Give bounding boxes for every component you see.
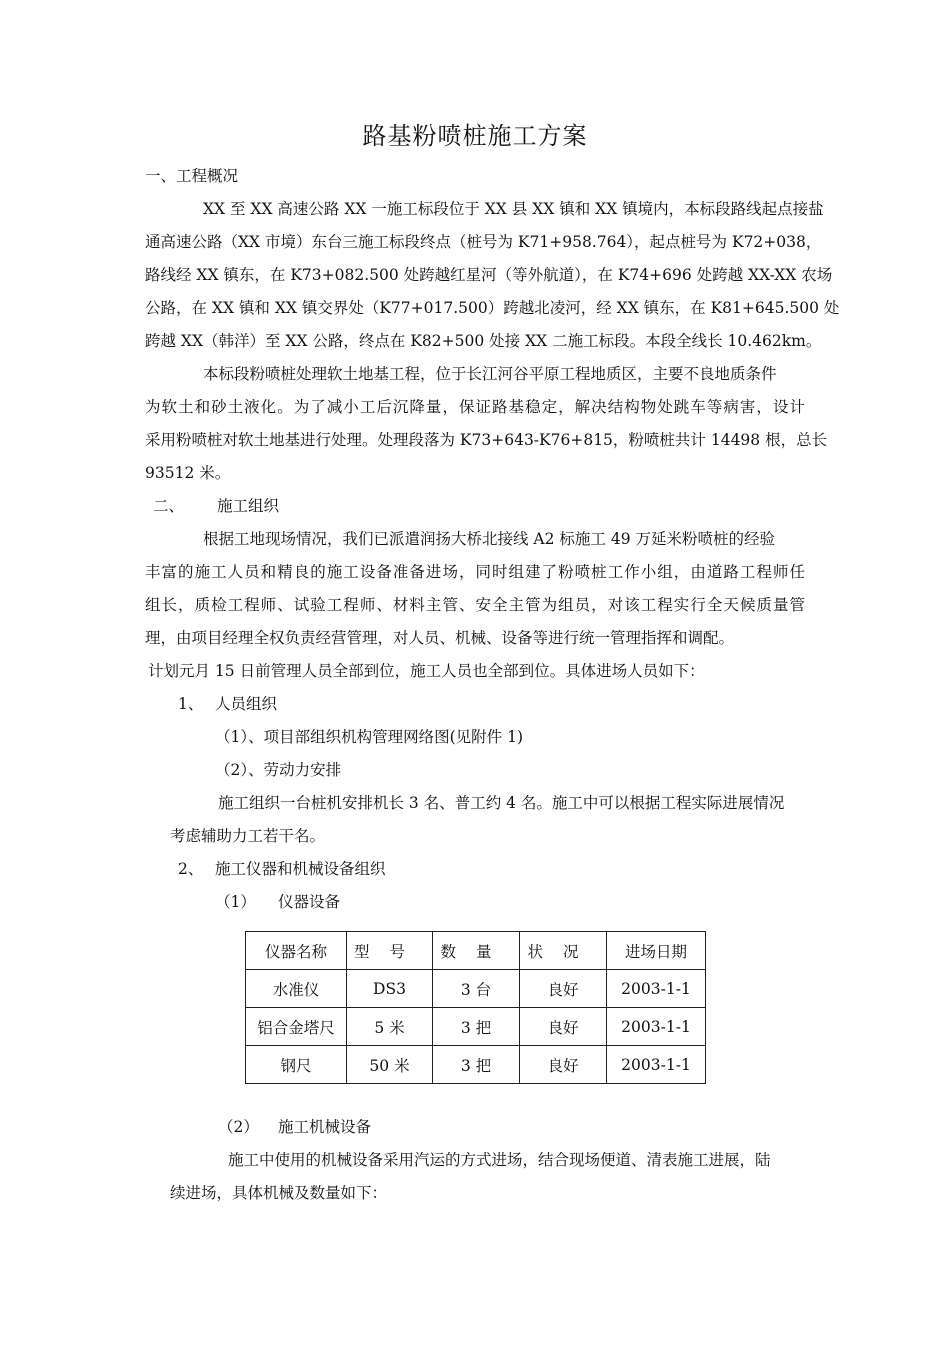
table-cell: 3 把 bbox=[433, 1008, 520, 1046]
table-header-cell: 数量 bbox=[433, 932, 520, 970]
table-cell: 3 台 bbox=[433, 970, 520, 1008]
soil-line: 为软土和砂土液化。为了减小工后沉降量，保证路基稳定，解决结构物处跳车等病害，设计 bbox=[145, 398, 805, 416]
organization-line: 根据工地现场情况，我们已派遣润扬大桥北接线 A2 标施工 49 万延米粉喷桩的经验 bbox=[203, 530, 775, 548]
section-heading-overview: 一、工程概况 bbox=[145, 167, 239, 185]
table-row bbox=[246, 1046, 706, 1084]
table-header-cell: 型号 bbox=[347, 932, 433, 970]
table-cell: 良好 bbox=[520, 1008, 607, 1046]
organization-line: 理，由项目经理全权负责经营管理，对人员、机械、设备等进行统一管理指挥和调配。 bbox=[145, 629, 735, 647]
table-cell: 50 米 bbox=[347, 1046, 433, 1084]
table-row bbox=[246, 970, 706, 1008]
instrument-table bbox=[245, 931, 706, 1084]
subitem-number: （2） bbox=[218, 1118, 259, 1136]
table-header-cell: 仪器名称 bbox=[246, 932, 347, 970]
table-cell: 2003-1-1 bbox=[607, 1046, 706, 1084]
table-header-cell: 状况 bbox=[520, 932, 607, 970]
organization-line: 丰富的施工人员和精良的施工设备准备进场，同时组建了粉喷桩工作小组，由道路工程师任 bbox=[145, 563, 805, 581]
arrival-plan: 计划元月 15 日前管理人员全部到位，施工人员也全部到位。具体进场人员如下： bbox=[148, 662, 705, 680]
table-cell: 良好 bbox=[520, 970, 607, 1008]
table-header-cell: 进场日期 bbox=[607, 932, 706, 970]
soil-line: 93512 米。 bbox=[145, 464, 231, 482]
table-row bbox=[246, 1008, 706, 1046]
item-number: 2、 bbox=[178, 860, 204, 878]
table-cell: 2003-1-1 bbox=[607, 1008, 706, 1046]
item-personnel: 人员组织 bbox=[215, 695, 278, 713]
machinery-line: 施工中使用的机械设备采用汽运的方式进场，结合现场便道、清表施工进展，陆 bbox=[228, 1151, 771, 1169]
labor-line: 考虑辅助力工若干名。 bbox=[170, 827, 326, 845]
table-cell: 铝合金塔尺 bbox=[246, 1008, 347, 1046]
table-cell: DS3 bbox=[347, 970, 433, 1008]
overview-line: 通高速公路（XX 市境）东台三施工标段终点（桩号为 K71+958.764），起点桩号为 K72+038， bbox=[145, 233, 822, 251]
table-cell: 水准仪 bbox=[246, 970, 347, 1008]
overview-line: 路线经 XX 镇东，在 K73+082.500 处跨越红星河（等外航道），在 K74+696 处跨越 XX-XX 农场 bbox=[145, 266, 833, 284]
subitem-org-chart: （1）、项目部组织机构管理网络图(见附件 1) bbox=[215, 728, 523, 746]
subitem-number: （1） bbox=[215, 893, 256, 911]
soil-line: 本标段粉喷桩处理软土地基工程，位于长江河谷平原工程地质区，主要不良地质条件 bbox=[203, 365, 777, 383]
subitem-instruments: 仪器设备 bbox=[278, 893, 341, 911]
soil-line: 采用粉喷桩对软土地基进行处理。处理段落为 K73+643-K76+815，粉喷桩共计 14498 根，总长 bbox=[145, 431, 828, 449]
table-cell: 钢尺 bbox=[246, 1046, 347, 1084]
labor-line: 施工组织一台桩机安排机长 3 名、普工约 4 名。施工中可以根据工程实际进展情况 bbox=[218, 794, 785, 812]
subitem-machinery: 施工机械设备 bbox=[278, 1118, 372, 1136]
overview-line: 跨越 XX（韩洋）至 XX 公路，终点在 K82+500 处接 XX 二施工标段。本段全线长 10.462km。 bbox=[145, 332, 822, 350]
table-cell: 2003-1-1 bbox=[607, 970, 706, 1008]
section-heading-organization: 施工组织 bbox=[217, 497, 280, 515]
overview-line: XX 至 XX 高速公路 XX 一施工标段位于 XX 县 XX 镇和 XX 镇境内，本标段路线起点接盐 bbox=[203, 200, 824, 218]
item-equipment: 施工仪器和机械设备组织 bbox=[215, 860, 386, 878]
table-cell: 5 米 bbox=[347, 1008, 433, 1046]
section-heading-number: 二、 bbox=[153, 497, 185, 515]
table-cell: 3 把 bbox=[433, 1046, 520, 1084]
organization-line: 组长，质检工程师、试验工程师、材料主管、安全主管为组员，对该工程实行全天候质量管 bbox=[145, 596, 805, 614]
table-header-row bbox=[246, 932, 706, 970]
subitem-labor: （2）、劳动力安排 bbox=[215, 761, 342, 779]
overview-line: 公路，在 XX 镇和 XX 镇交界处（K77+017.500）跨越北凌河，经 XX 镇东，在 K81+645.500 处 bbox=[145, 299, 840, 317]
table-cell: 良好 bbox=[520, 1046, 607, 1084]
machinery-line: 续进场，具体机械及数量如下： bbox=[170, 1184, 388, 1202]
item-number: 1、 bbox=[178, 695, 204, 713]
document-title: 路基粉喷桩施工方案 bbox=[362, 122, 588, 150]
